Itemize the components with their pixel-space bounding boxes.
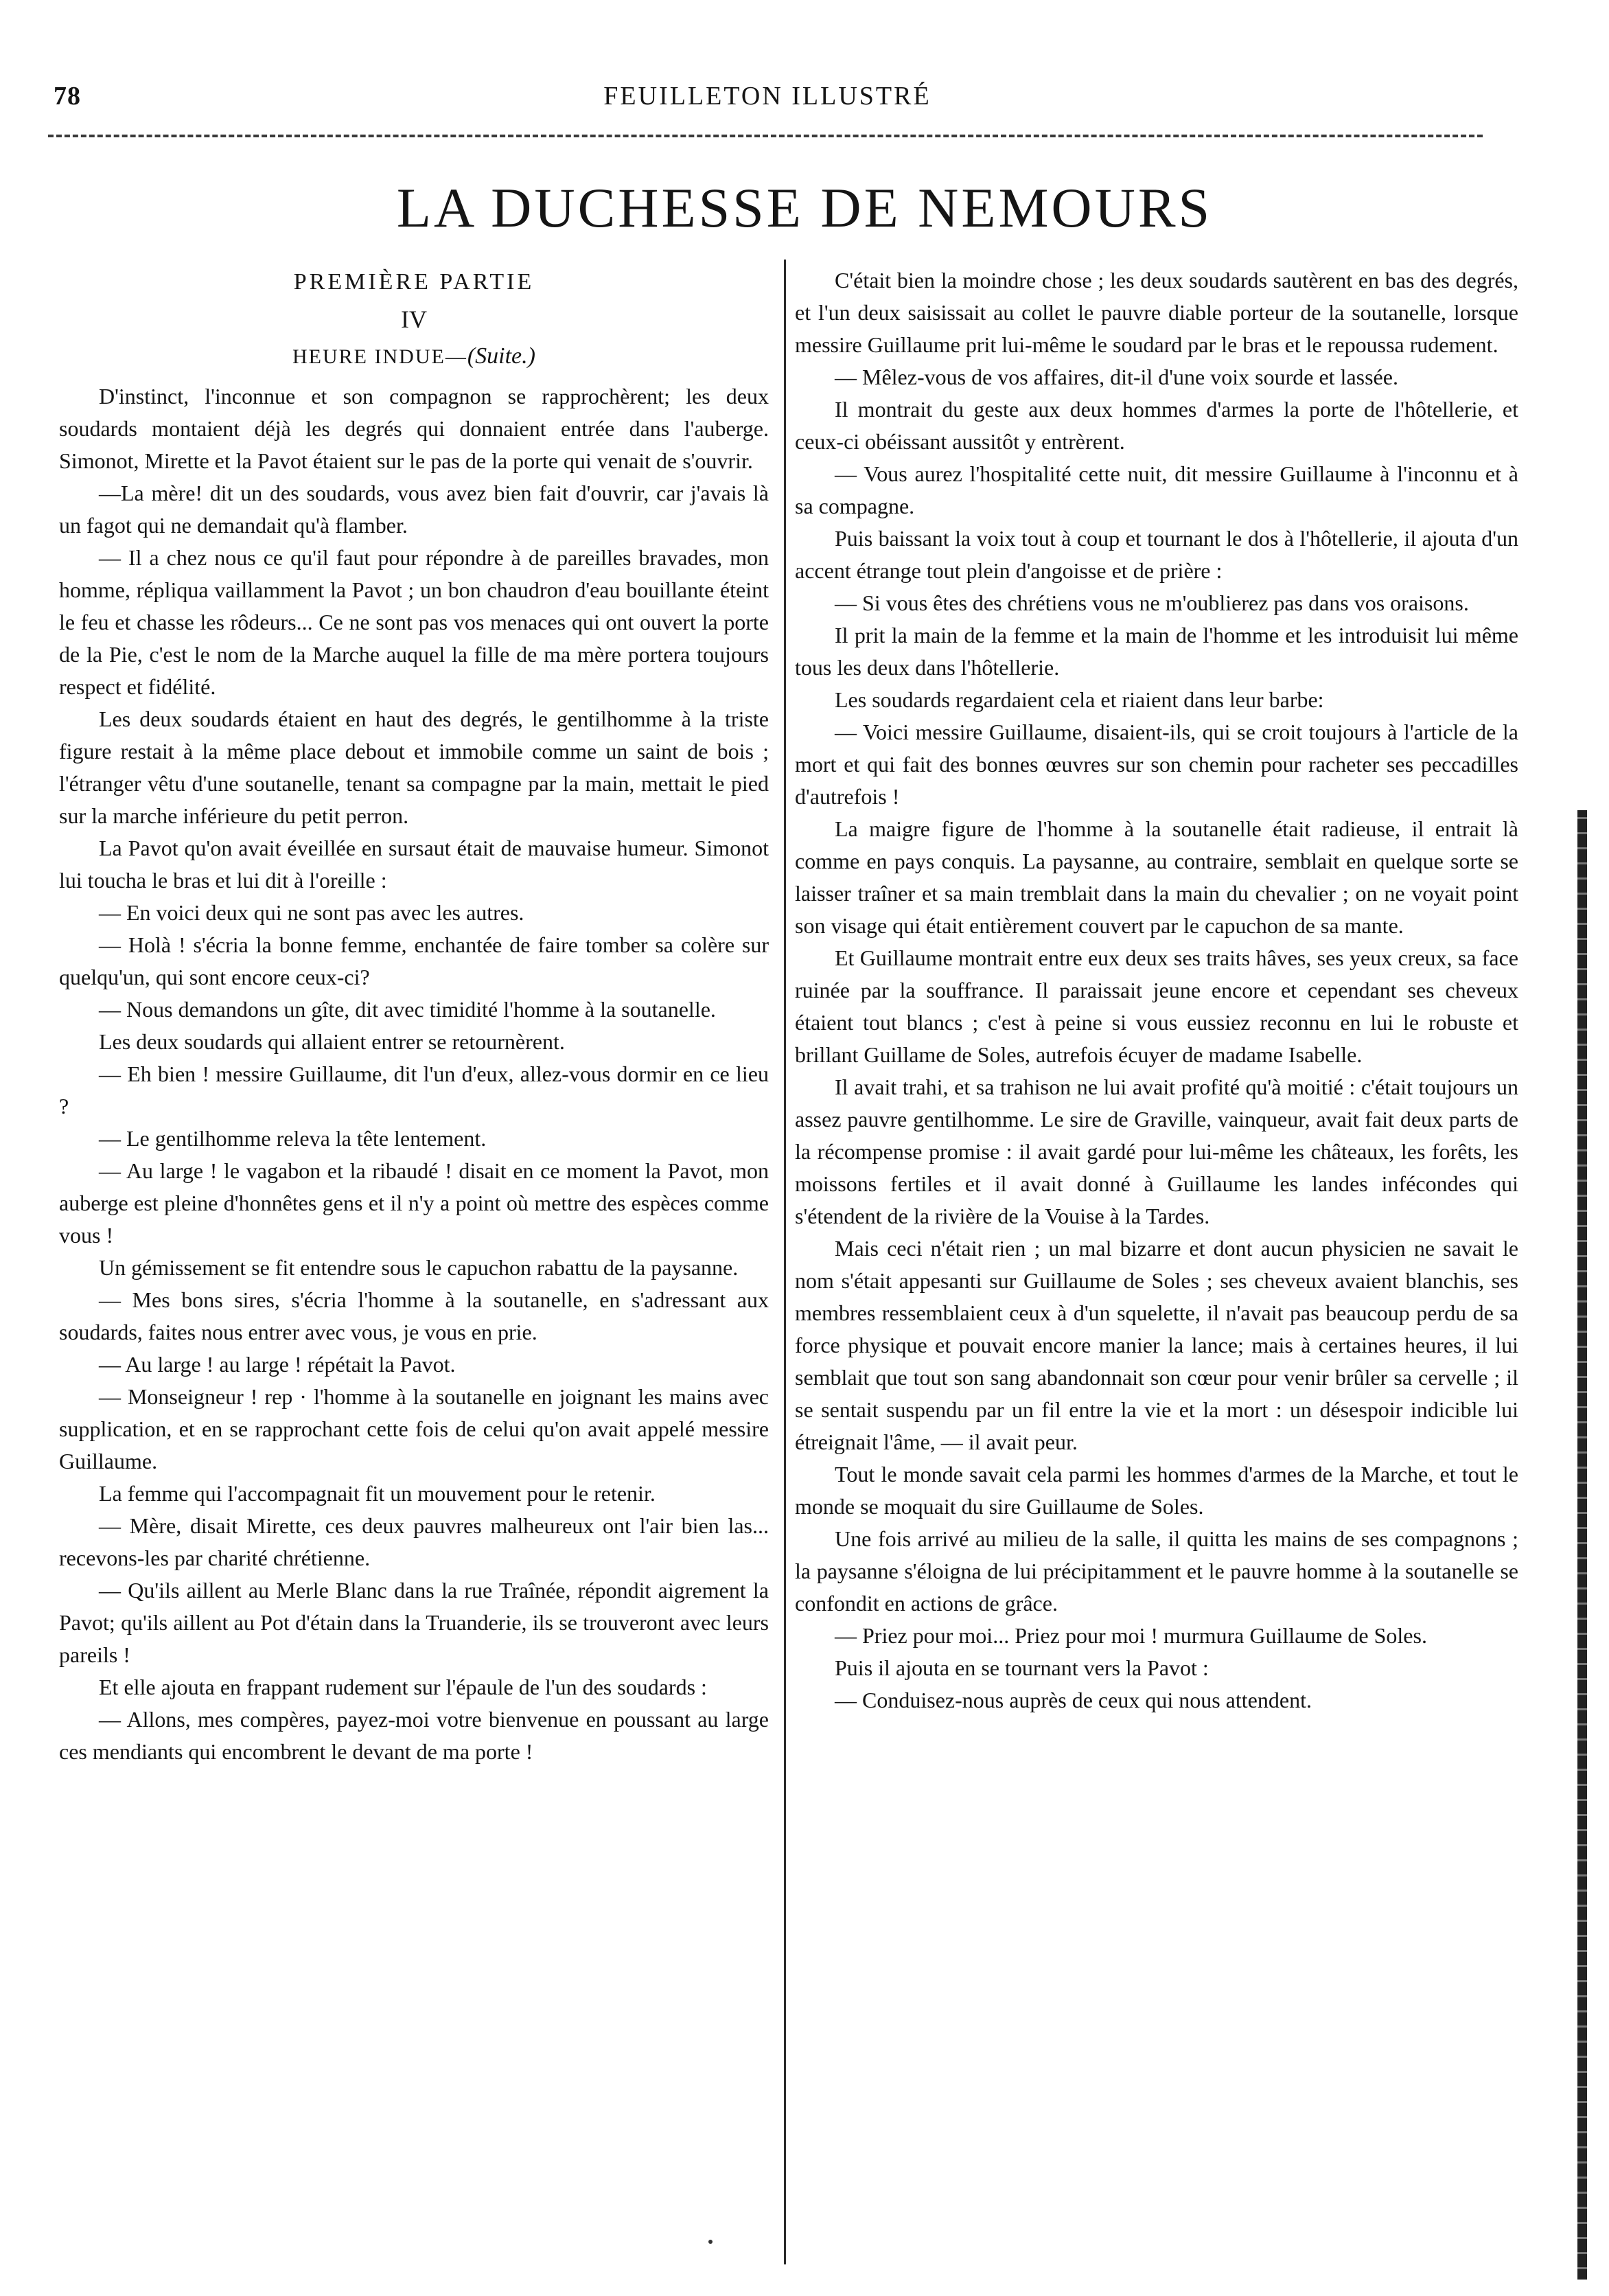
- paragraph: — Allons, mes compères, payez-moi votre bienvenue en poussant au large ces mendiants qui encombrent le devant de ma porte !: [59, 1707, 769, 1764]
- paragraph: La Pavot qu'on avait éveillée en sursaut était de mauvaise humeur. Simonot lui toucha le bras et lui dit à l'oreille :: [59, 836, 769, 893]
- paragraph: — Si vous êtes des chrétiens vous ne m'oublierez pas dans vos oraisons.: [835, 590, 1469, 615]
- paragraph: Un gémissement se fit entendre sous le capuchon rabattu de la paysanne.: [99, 1255, 739, 1280]
- paragraph: — Qu'ils aillent au Merle Blanc dans la rue Traînée, répondit aigrement la Pavot; qu'ils aillent au Pot d'étain dans la Truanderie, ils se trouveront avec leurs pareils !: [59, 1578, 769, 1667]
- paragraph: — Mêlez-vous de vos affaires, dit-il d'une voix sourde et lassée.: [835, 365, 1398, 389]
- paragraph: — Au large ! le vagabon et la ribaudé ! disait en ce moment la Pavot, mon auberge est pleine d'honnêtes gens et il n'y a point où mettre des espèces comme vous !: [59, 1158, 769, 1248]
- running-head: [54, 81, 1481, 122]
- section-heading: [59, 340, 769, 374]
- ink-speck: [708, 2240, 713, 2244]
- paragraph: La maigre figure de l'homme à la soutanelle était radieuse, il entrait là comme en pays conquis. La paysanne, au contraire, semblait en quelque sorte se laisser traîner et sa main tremblait dans la main du chevalier ; on ne voyait point son visage qui était entièrement couvert par le capuchon de sa mante.: [795, 816, 1518, 938]
- section-suffix: (Suite.): [467, 343, 535, 369]
- paragraph: Tout le monde savait cela parmi les hommes d'armes de la Marche, et tout le monde se moquait du sire Guillaume de Soles.: [795, 1462, 1518, 1519]
- paragraph: — En voici deux qui ne sont pas avec les autres.: [99, 900, 524, 925]
- paragraph: — Le gentilhomme releva la tête lentement.: [99, 1126, 487, 1151]
- scanned-page-edge: [1577, 810, 1587, 2280]
- paragraph: —La mère! dit un des soudards, vous avez bien fait d'ouvrir, car j'avais là un fagot qui ne demandait qu'à flamber.: [59, 481, 769, 538]
- paragraph: Il montrait du geste aux deux hommes d'armes la porte de l'hôtellerie, et ceux-ci obéissant aussitôt y entrèrent.: [795, 397, 1518, 454]
- column-divider: [784, 260, 786, 2264]
- paragraph: — Voici messire Guillaume, disaient-ils, qui se croit toujours à l'article de la mort et qui fait des bonnes œuvres sur son chemin pour racheter ses peccadilles d'autrefois !: [795, 720, 1518, 809]
- part-heading: PREMIÈRE PARTIE: [293, 269, 535, 295]
- running-title: FEUILLETON ILLUSTRÉ: [603, 82, 931, 111]
- article-title: LA DUCHESSE DE NEMOURS: [396, 176, 1213, 239]
- paragraph: C'était bien la moindre chose ; les deux soudards sautèrent en bas des degrés, et l'un deux saisissait au collet le pauvre diable porteur de la soutanelle, lorsque messire Guillaume prit lui-même le soudard par le bras et le repoussa rudement.: [795, 268, 1518, 357]
- header-rule: [48, 135, 1483, 137]
- paragraph: Il avait trahi, et sa trahison ne lui avait profité qu'à moitié : c'était toujours un assez pauvre gentilhomme. Le sire de Graville, vainqueur, avait fait deux parts de la récompense promise : il avait gardé pour lui-même les châteaux, les forêts, les moissons fertiles et il avait donné à Guillaume les landes infécondes qui s'étendent de la rivière de la Vouise à la Tardes.: [795, 1075, 1518, 1228]
- paragraph: — Vous aurez l'hospitalité cette nuit, dit messire Guillaume à l'inconnu et à sa compagne.: [795, 461, 1518, 518]
- paragraph: — Mère, disait Mirette, ces deux pauvres malheureux ont l'air bien las... recevons-les par charité chrétienne.: [59, 1513, 769, 1570]
- right-column: [795, 264, 1518, 1717]
- paragraph: Puis baissant la voix tout à coup et tournant le dos à l'hôtellerie, il ajouta d'un accent étrange tout plein d'angoisse et de prière :: [795, 526, 1518, 583]
- paragraph: — Eh bien ! messire Guillaume, dit l'un d'eux, allez-vous dormir en ce lieu ?: [59, 1061, 769, 1118]
- paragraph: — Priez pour moi... Priez pour moi ! murmura Guillaume de Soles.: [835, 1623, 1427, 1648]
- paragraph: — Monseigneur ! rep · l'homme à la soutanelle en joignant les mains avec supplication, et en se rapprochant cette fois de celui qu'on avait appelé messire Guillaume.: [59, 1384, 769, 1473]
- paragraph: D'instinct, l'inconnue et son compagnon se rapprochèrent; les deux soudards montaient déjà les degrés qui donnaient entrée dans l'auberge. Simonot, Mirette et la Pavot étaient sur le pas de la porte qui venait de s'ouvrir.: [59, 384, 769, 473]
- chapter-number: IV: [401, 306, 427, 333]
- section-title: HEURE INDUE—: [292, 345, 467, 368]
- paragraph: — Holà ! s'écria la bonne femme, enchantée de faire tomber sa colère sur quelqu'un, qui sont encore ceux-ci?: [59, 932, 769, 989]
- paragraph: Une fois arrivé au milieu de la salle, il quitta les mains de ses compagnons ; la paysanne s'éloigna de lui précipitamment et le pauvre homme à la soutanelle se confondit en actions de grâce.: [795, 1526, 1518, 1616]
- paragraph: La femme qui l'accompagnait fit un mouvement pour le retenir.: [99, 1481, 656, 1506]
- paragraph: Puis il ajouta en se tournant vers la Pavot :: [835, 1655, 1209, 1680]
- paragraph: — Conduisez-nous auprès de ceux qui nous attendent.: [835, 1688, 1312, 1712]
- paragraph: Il prit la main de la femme et la main de l'homme et les introduisit lui même tous les deux dans l'hôtellerie.: [795, 623, 1518, 680]
- paragraph: Les deux soudards qui allaient entrer se retournèrent.: [99, 1029, 565, 1054]
- paragraph: — Au large ! au large ! répétait la Pavot.: [99, 1352, 456, 1377]
- paragraph: Les deux soudards étaient en haut des degrés, le gentilhomme à la triste figure restait à la même place debout et immobile comme un saint de bois ; l'étranger vêtu d'une soutanelle, tenant sa compagne par la main, mettait le pied sur la marche inférieure du petit perron.: [59, 707, 769, 828]
- paragraph: Mais ceci n'était rien ; un mal bizarre et dont aucun physicien ne savait le nom s'était appesanti sur Guillaume de Soles ; ses cheveux avaient blanchis, ses membres ressemblaient ceux à d'un squelette, il n'avait pas beaucoup perdu de sa force physique et pouvait encore manier la lance; mais à certaines heures, il lui semblait que tout son sang abandonnait son cœur pour venir brûler sa cervelle ; il se sentait suspendu par un fil entre la vie et la mort : un désespoir indicible lui étreignait l'âme, — il avait peur.: [795, 1236, 1518, 1454]
- paragraph: Et Guillaume montrait entre eux deux ses traits hâves, ses yeux creux, sa face ruinée par la souffrance. Il paraissait jeune encore et cependant ses cheveux étaient tout blancs ; c'est à peine si vous eussiez reconnu en lui le robuste et brillant Guillame de Soles, autrefois écuyer de madame Isabelle.: [795, 945, 1518, 1067]
- paragraph: — Il a chez nous ce qu'il faut pour répondre à de pareilles bravades, mon homme, répliqua vaillamment la Pavot ; un bon chaudron d'eau bouillante éteint le feu et chasse les rôdeurs... Ce ne sont pas vos menaces qui ont ouvert la porte de la Pie, c'est le nom de la Marche auquel la fille de ma mère portera toujours respect et fidélité.: [59, 545, 769, 699]
- paragraph: — Nous demandons un gîte, dit avec timidité l'homme à la soutanelle.: [99, 997, 716, 1022]
- paragraph: Et elle ajouta en frappant rudement sur l'épaule de l'un des soudards :: [99, 1675, 707, 1699]
- page-number: 78: [54, 82, 81, 111]
- paragraph: — Mes bons sires, s'écria l'homme à la soutanelle, en s'adressant aux soudards, faites nous entrer avec vous, je vous en prie.: [59, 1287, 769, 1344]
- paragraph: Les soudards regardaient cela et riaient dans leur barbe:: [835, 687, 1324, 712]
- left-column: [59, 264, 769, 1768]
